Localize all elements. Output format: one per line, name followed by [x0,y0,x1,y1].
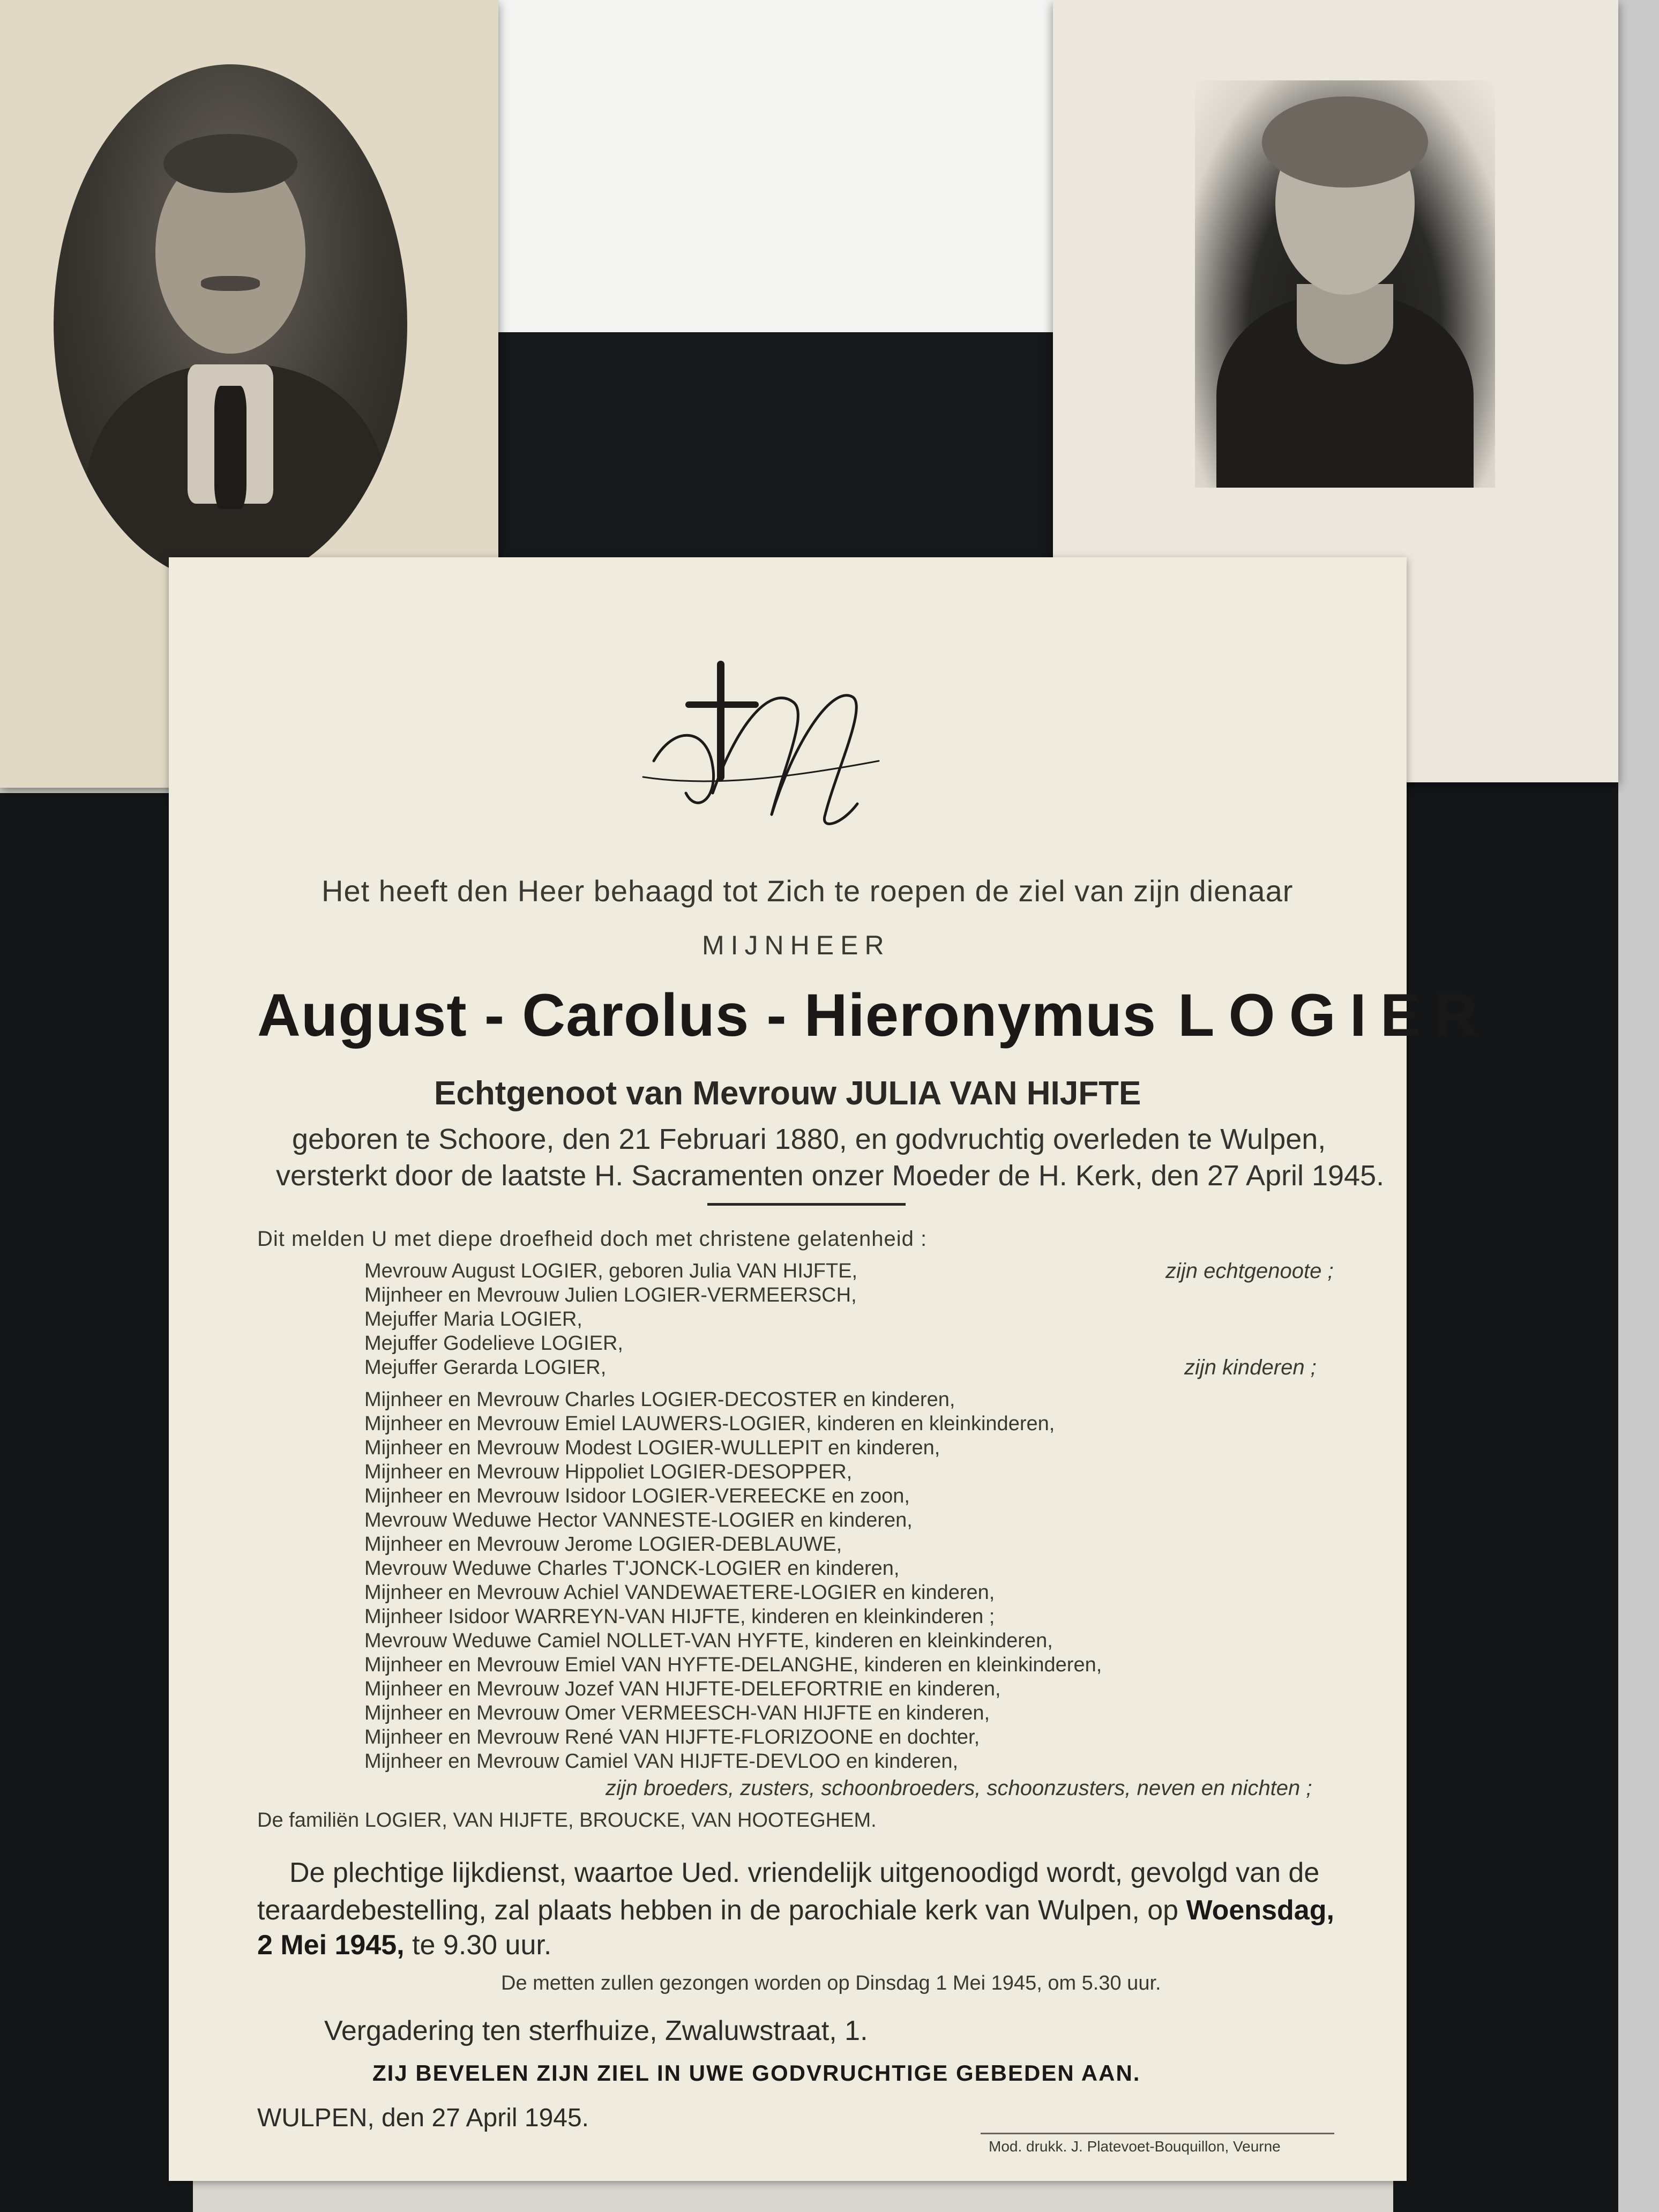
family-name: Mevrouw August LOGIER, geboren Julia VAN HIJFTE, [364,1260,858,1282]
background-black-band [488,332,1066,557]
family-row: Mijnheer en Mevrouw Isidoor LOGIER-VEREECKE en zoon, [364,1485,910,1507]
family-relation: zijn kinderen ; [1184,1356,1317,1379]
announcement-line: Dit melden U met diepe droefheid doch met christene gelatenheid : [257,1227,928,1251]
family-row: Mevrouw Weduwe Camiel NOLLET-VAN HYFTE, kinderen en kleinkinderen, [364,1630,1053,1652]
family-row [364,1259,857,1283]
place-date: WULPEN, den 27 April 1945. [257,2104,589,2132]
man-portrait-photo-icon [54,64,407,584]
service-line-2 [257,1894,1334,1926]
family-relation: zijn echtgenoote ; [1165,1259,1334,1283]
deceased-given-names: August - Carolus - Hieronymus [257,982,1157,1049]
family-row: Mijnheer en Mevrouw Jerome LOGIER-DEBLAUWE, [364,1533,842,1556]
cross-m-monogram-icon [632,654,911,847]
service-line-3 [257,1929,551,1961]
family-row: Mijnheer en Mevrouw Camiel VAN HIJFTE-DEVLOO en kinderen, [364,1750,959,1773]
family-row: Mijnheer en Mevrouw Jozef VAN HIJFTE-DELEFORTRIE en kinderen, [364,1678,1001,1700]
family-row: Mijnheer en Mevrouw René VAN HIJFTE-FLORIZOONE en dochter, [364,1726,980,1748]
prayer-line: ZIJ BEVELEN ZIJN ZIEL IN UWE GODVRUCHTIGE GEBEDEN AAN. [372,2060,1141,2086]
service-time: te 9.30 uur. [412,1930,552,1961]
service-text: teraardebestelling, zal plaats hebben in de parochiale kerk van Wulpen, op [257,1895,1179,1926]
relatives-line: zijn broeders, zusters, schoonbroeders, schoonzusters, neven en nichten ; [606,1776,1312,1800]
family-row: Mijnheer en Mevrouw Achiel VANDEWAETERE-LOGIER en kinderen, [364,1581,995,1604]
salutation: MIJNHEER [702,930,891,960]
family-row: Mevrouw Weduwe Hector VANNESTE-LOGIER en kinderen, [364,1509,913,1531]
printer-credit: Mod. drukk. J. Platevoet-Bouquillon, Veurne [989,2138,1281,2155]
family-row: Mejuffer Gerarda LOGIER, [364,1356,607,1379]
family-row: Mejuffer Maria LOGIER, [364,1308,582,1331]
background-white-strip [482,0,1061,332]
family-row: Mevrouw Weduwe Charles T'JONCK-LOGIER en kinderen, [364,1557,900,1580]
service-date: 2 Mei 1945, [257,1930,405,1961]
family-row: Mijnheer Isidoor WARREYN-VAN HIJFTE, kinderen en kleinkinderen ; [364,1605,995,1628]
meeting-line: Vergadering ten sterfhuize, Zwaluwstraat, 1. [324,2015,868,2046]
deceased-name [257,981,1491,1050]
service-day: Woensdag, [1186,1895,1334,1926]
birth-death-line-2: versterkt door de laatste H. Sacramenten onzer Moeder de H. Kerk, den 27 April 1945. [276,1160,1385,1192]
background-black-left [0,793,193,2212]
family-row: Mijnheer en Mevrouw Emiel VAN HYFTE-DELANGHE, kinderen en kleinkinderen, [364,1654,1102,1676]
service-line-1: De plechtige lijkdienst, waartoe Ued. vriendelijk uitgenoodigd wordt, gevolgd van de [289,1857,1320,1888]
family-row: Mijnheer en Mevrouw Charles LOGIER-DECOSTER en kinderen, [364,1388,955,1411]
birth-death-line-1: geboren te Schoore, den 21 Februari 1880, en godvruchtig overleden te Wulpen, [292,1123,1326,1155]
family-row: Mejuffer Godelieve LOGIER, [364,1332,623,1355]
family-row: Mijnheer en Mevrouw Julien LOGIER-VERMEERSCH, [364,1284,857,1306]
family-row: Mijnheer en Mevrouw Emiel LAUWERS-LOGIER, kinderen en kleinkinderen, [364,1413,1055,1435]
metten-line: De metten zullen gezongen worden op Dinsdag 1 Mei 1945, om 5.30 uur. [501,1972,1161,1994]
printer-rule [981,2133,1334,2134]
family-row: Mijnheer en Mevrouw Hippoliet LOGIER-DESOPPER, [364,1461,853,1483]
families-line: De familiën LOGIER, VAN HIJFTE, BROUCKE, VAN HOOTEGHEM. [257,1809,877,1832]
woman-portrait-photo-icon [1195,80,1495,488]
intro-text: Het heeft den Heer behaagd tot Zich te roepen de ziel van zijn dienaar [322,874,1294,908]
background-edge [1618,0,1659,2212]
family-row: Mijnheer en Mevrouw Modest LOGIER-WULLEPIT en kinderen, [364,1437,940,1459]
family-row: Mijnheer en Mevrouw Omer VERMEESCH-VAN HIJFTE en kinderen, [364,1702,990,1724]
spouse-line: Echtgenoot van Mevrouw JULIA VAN HIJFTE [434,1075,1141,1112]
divider-rule [707,1203,906,1206]
deceased-surname: LOGIER [1178,982,1492,1049]
